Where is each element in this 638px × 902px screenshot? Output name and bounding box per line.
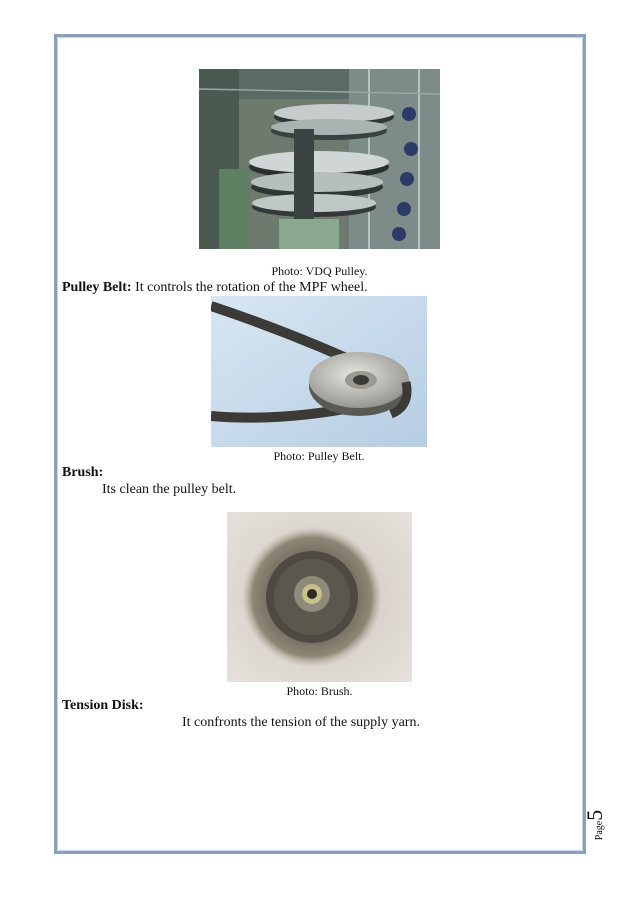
pulley-belt-term: Pulley Belt: xyxy=(62,280,132,295)
pulley-belt-description: It controls the rotation of the MPF wheel. xyxy=(131,280,368,295)
vdq-pulley-photo xyxy=(199,69,440,249)
pulley-belt-caption: Photo: Pulley Belt. xyxy=(273,449,365,463)
page-label: Page xyxy=(594,820,606,841)
pulley-belt-paragraph xyxy=(62,280,562,296)
vdq-pulley-caption: Photo: VDQ Pulley. xyxy=(271,264,368,278)
tension-disk-term: Tension Disk: xyxy=(62,698,144,713)
brush-caption: Photo: Brush. xyxy=(286,684,353,698)
brush-term: Brush: xyxy=(62,465,104,480)
pulley-belt-photo xyxy=(211,296,427,447)
tension-disk-description: It confronts the tension of the supply yarn. xyxy=(182,715,420,730)
page-number xyxy=(582,800,618,850)
brush-photo xyxy=(227,512,412,682)
brush-description: Its clean the pulley belt. xyxy=(102,482,237,497)
page-number-value: 5 xyxy=(582,809,608,821)
